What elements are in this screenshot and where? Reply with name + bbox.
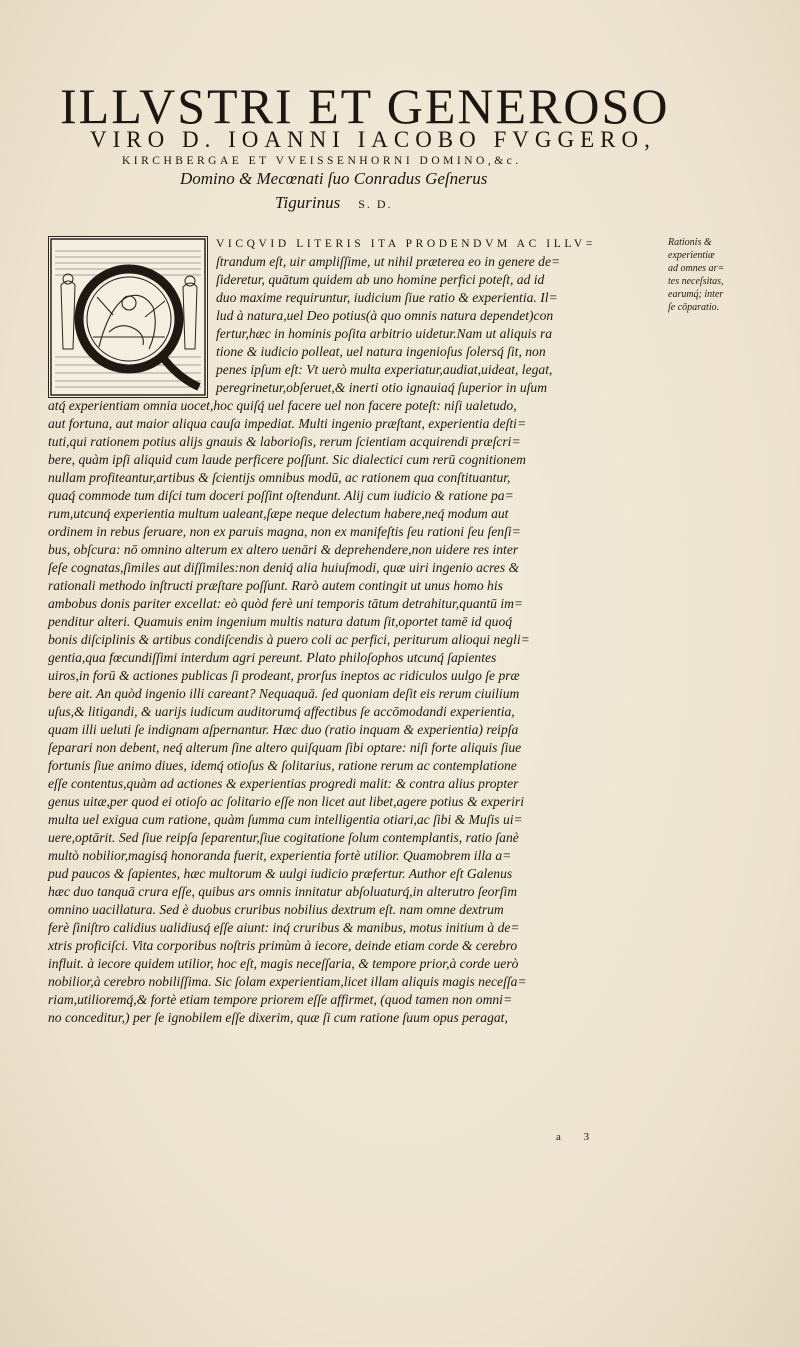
text-line: uere,optārit. Sed ſiue reipſa ſeparentur,ſiue cogitatione ſolum contemplantis, ratio ſanè: [48, 830, 519, 845]
text-line: gentia,qua fœcundiſſimi interdum agri pereunt. Plato philoſophos utcunq́ ſapientes: [48, 650, 497, 665]
text-line: eſſe contentus,quàm ad actiones & experientias progredi malit: & contra alius propter: [48, 776, 519, 791]
text-line: penes ipſum eſt: Vt uerò multa experiatur,audiat,uideat, legat,: [216, 362, 553, 377]
marginal-note-line: experientiæ: [668, 250, 715, 261]
signature-mark: a 3: [556, 1131, 600, 1143]
text-line: quaq́ commode tum diſci tum doceri poſſint oſtendunt. Alij cum iudicio & ratione pa=: [48, 488, 514, 503]
text-line: rum,utcunq́ experientia multum ualeant,ſæpe neque delectum habere,neq́ modum aut: [48, 506, 509, 521]
text-line: bonis diſciplinis & artibus condiſcendis à puero coli ac perfici, periturum alioqui negli=: [48, 632, 530, 647]
salutation: S. D.: [358, 197, 393, 211]
text-line: duo maxime requiruntur, iudicium ſiue ratio & experientia. Il=: [216, 290, 558, 305]
text-line: ordinem in rebus ſeruare, non ex paruis magna, non ex manifeſtis ſeu rationi ſeu ſenſi=: [48, 524, 521, 539]
title-tigurinus: Tigurinus: [275, 193, 341, 212]
text-line: riam,utilioremq́,& fortè etiam tempore priorem eſſe affirmet, (quod tamen non omni=: [48, 992, 513, 1007]
text-line: rationali methodo inſtructi præſtare poſſunt. Rarò autem contingit ut unus homo his: [48, 578, 503, 593]
text-line: tuti,qui rationem potius alijs gnauis & laborioſis, rerum ſcientiam acquirendi præſcri=: [48, 434, 521, 449]
text-line: ambobus donis pariter excellat: eò quòd ferè uni temporis tātum detrahitur,quantū im=: [48, 596, 524, 611]
text-line: ſtrandum eſt, uir ampliſſime, ut nihil præterea eo in genere de=: [216, 254, 561, 269]
text-line: pud paucos & ſapientes, hæc multorum & uulgi iudicio præfertur. Author eſt Galenus: [48, 866, 513, 881]
text-line: no conceditur,) per ſe ignobilem eſſe dixerim, quæ ſi cum ratione ſuum opus peragat,: [48, 1010, 508, 1025]
woodcut-illustration: [49, 237, 207, 397]
text-line: multa uel exigua cum ratione, quàm ſumma cum intelligentia otiari,ac ſibi & Muſis ui=: [48, 812, 523, 827]
text-line: ſeſe cognatas,ſimiles aut diſſimiles:non deniq́ alia huiuſmodi, quæ uiri ingenio acres &: [48, 560, 520, 575]
woodcut-initial-q: [48, 236, 208, 398]
title-line-2: VIRO D. IOANNI IACOBO FVGGERO,: [90, 127, 656, 152]
text-line: ſideretur, quātum quidem ab uno homine perfici poteſt, ad id: [216, 272, 545, 287]
title-line-4: Domino & Mecœnati ſuo Conradus Geſnerus: [180, 169, 488, 188]
marginal-note-line: ad omnes ar=: [668, 263, 725, 274]
text-line: lud à natura,uel Deo potius(à quo omnis natura dependet)con: [216, 308, 554, 323]
text-line: penditur alteri. Quamuis enim ingenium multis natura datum ſit,oportet tamē id quoq́: [48, 614, 513, 629]
text-line: bus, obſcura: nō omnino alterum ex altero uenāri & deprehendere,non uidere res inter: [48, 542, 519, 557]
text-line: atq́ experientiam omnia uocet,hoc quiſq́ uel facere uel non facere poteſt: niſi ualetudo,: [48, 398, 517, 413]
text-line: nobilior,à cerebro nobiliſſima. Sic ſolam experientiam,licet illam aliquis magis neceſſa=: [48, 974, 527, 989]
text-line: fertur,hæc in hominis poſita arbitrio uidetur.Nam ut aliquis ra: [216, 326, 553, 341]
text-line: xtris proficiſci. Vita corporibus noſtris primùm à iecore, deinde etiam corde & cerebro: [48, 938, 518, 953]
text-line: hæc duo tanquā crura eſſe, quibus ars omnis innitatur abſoluaturq́,in alterutro ſeorſim: [48, 884, 518, 899]
marginal-note-line: ſe cōparatio.: [668, 302, 720, 313]
text-line: peregrinetur,obſeruet,& inerti otio ignauiaq́ ſuperior in uſum: [216, 380, 548, 395]
text-line: quam illi ueluti ſe indignam aſpernantur. Hæc duo (ratio inquam & experientia) reipſa: [48, 722, 519, 737]
text-line: influit. à iecore quidem utilior, hoc eſt, magis neceſſaria, & tempore prior,à corde uerò: [48, 956, 519, 971]
text-line: tione & iudicio polleat, uel natura ingenioſus ſolersq́ ſit, non: [216, 344, 546, 359]
text-line: bere, quàm ipſi aliquid cum laude perficere poſſunt. Sic dialectici cum rerū cognitionem: [48, 452, 526, 467]
text-line: uiros,in forū & actiones publicas ſi prodeant, prorſus ineptos ac ridiculos uulgo ſe præ: [48, 668, 520, 683]
title-line-5: [275, 192, 675, 215]
text-line: fortunis ſiue animo diues, idemq́ otioſus & ſolitarius, ratione rerum ac contemplatione: [48, 758, 517, 773]
text-line: ſeparari non debent, neq́ alterum ſine altero quiſquam ſibi optare: niſi forte aliquis ſiue: [48, 740, 522, 755]
text-line: aut fortuna, aut maior aliqua cauſa impediat. Multi ingenio præſtant, experientia deſti=: [48, 416, 527, 431]
marginal-note: [668, 236, 798, 314]
text-line: nullam profiteantur,artibus & ſcientijs omnibus modū, ac rationem qua conſtituantur,: [48, 470, 511, 485]
text-line: bere ait. An quòd ingenio illi careant? Nequaquā. ſed quoniam deſit eis rerum ciuilium: [48, 686, 520, 701]
text-line: genus uitæ,per quod ei otioſo ac ſolitario eſſe non licet aut libet,agere potius & experiri: [48, 794, 524, 809]
text-line: ferè ſiniſtro calidius ualidiusq́ eſſe aiunt: inq́ cruribus & manibus, motus initium à de=: [48, 920, 520, 935]
text-line: uſus,& litigandi, & uarijs iudicum auditorumq́ affectibus ſe accōmodandi experientia,: [48, 704, 515, 719]
text-line: omnino uacillatura. Sed è duobus cruribus nobilius dextrum eſt. nam omne dextrum: [48, 902, 504, 917]
marginal-note-line: Rationis &: [668, 237, 712, 248]
text-line: VICQVID LITERIS ITA PRODENDVM AC ILLV=: [216, 238, 596, 250]
title-line-3: KIRCHBERGAE ET VVEISSENHORNI DOMINO,&c.: [122, 155, 522, 167]
marginal-note-line: earumq́; inter: [668, 289, 724, 300]
text-line: multò nobilior,magisq́ honoranda fuerit, experientia fortè utilior. Quamobrem illa a=: [48, 848, 512, 863]
title-line-1: ILLVSTRI ET GENEROSO: [60, 78, 670, 134]
marginal-note-line: tes neceſsitas,: [668, 276, 724, 287]
